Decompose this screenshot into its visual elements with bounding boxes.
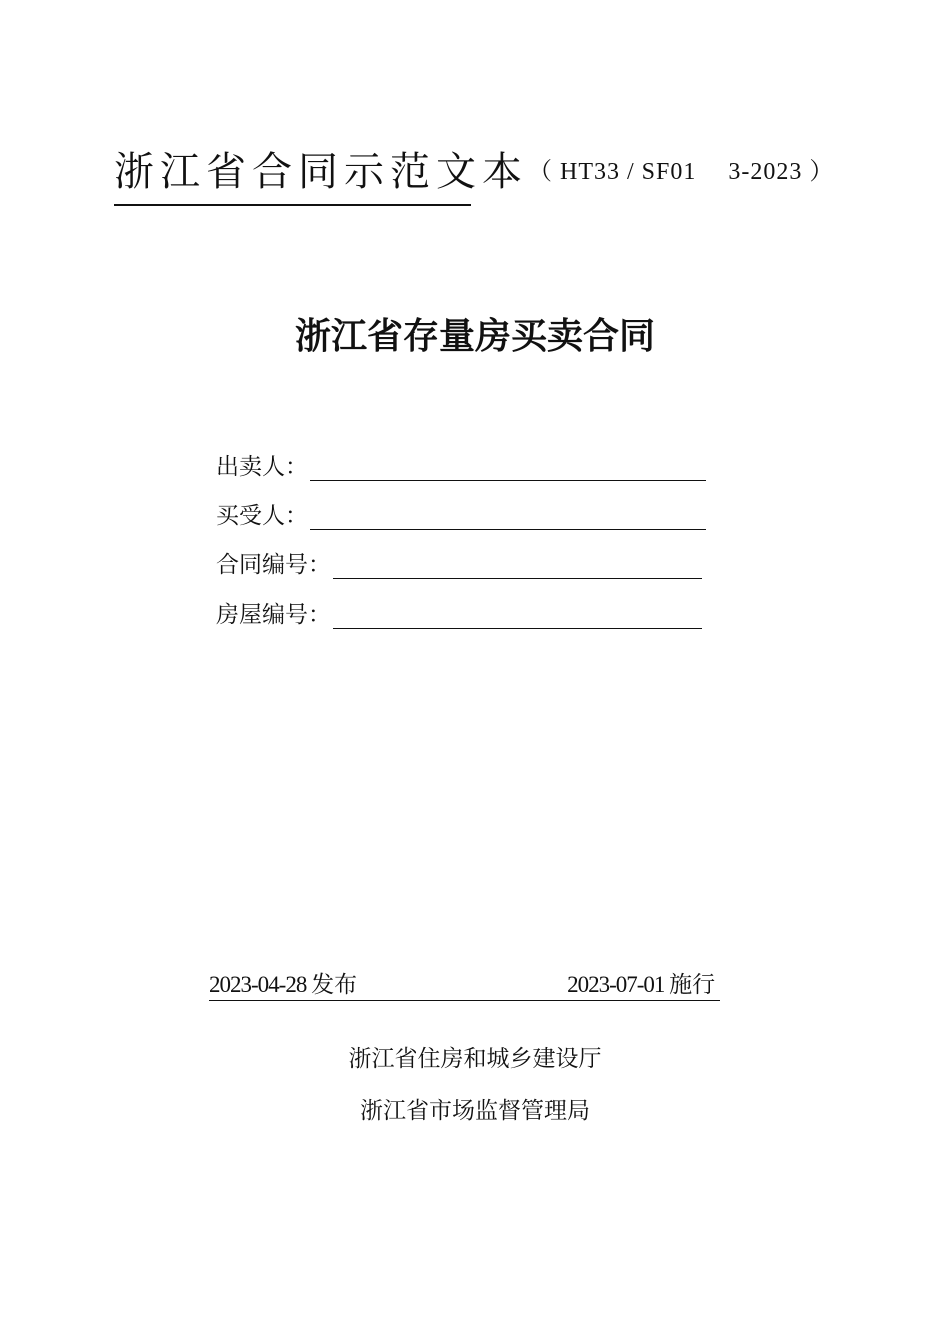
house-number-field[interactable] [216,596,702,629]
header-title: 浙江省合同示范文本 [114,149,528,195]
contract-number-field[interactable] [216,546,702,579]
issuer-market-regulation: 浙江省市场监督管理局 [360,1098,590,1124]
house-number-label: 房屋编号： [216,602,331,628]
seller-label: 出卖人： [216,454,308,480]
publish-label: 发布 [311,972,358,998]
buyer-blank[interactable] [310,509,706,530]
dates-line [209,966,720,1001]
effective-date: 2023-07-01 [567,972,665,997]
effective-label: 施行 [669,972,716,998]
document-title: 浙江省存量房买卖合同 [294,315,655,357]
publish-date: 2023-04-28 [209,972,307,997]
dates-underline [209,966,720,1001]
issuer-housing-department: 浙江省住房和城乡建设厅 [348,1046,602,1072]
header-underline [114,204,471,206]
house-number-blank[interactable] [333,608,702,629]
buyer-field[interactable] [216,497,706,530]
contract-number-blank[interactable] [333,558,702,579]
standard-text-header [114,140,834,197]
seller-field[interactable] [216,448,706,481]
seller-blank[interactable] [310,460,706,481]
buyer-label: 买受人： [216,503,308,529]
contract-number-label: 合同编号： [216,552,331,578]
header-code: （ HT33 / SF01 3-2023 ） [528,159,835,185]
